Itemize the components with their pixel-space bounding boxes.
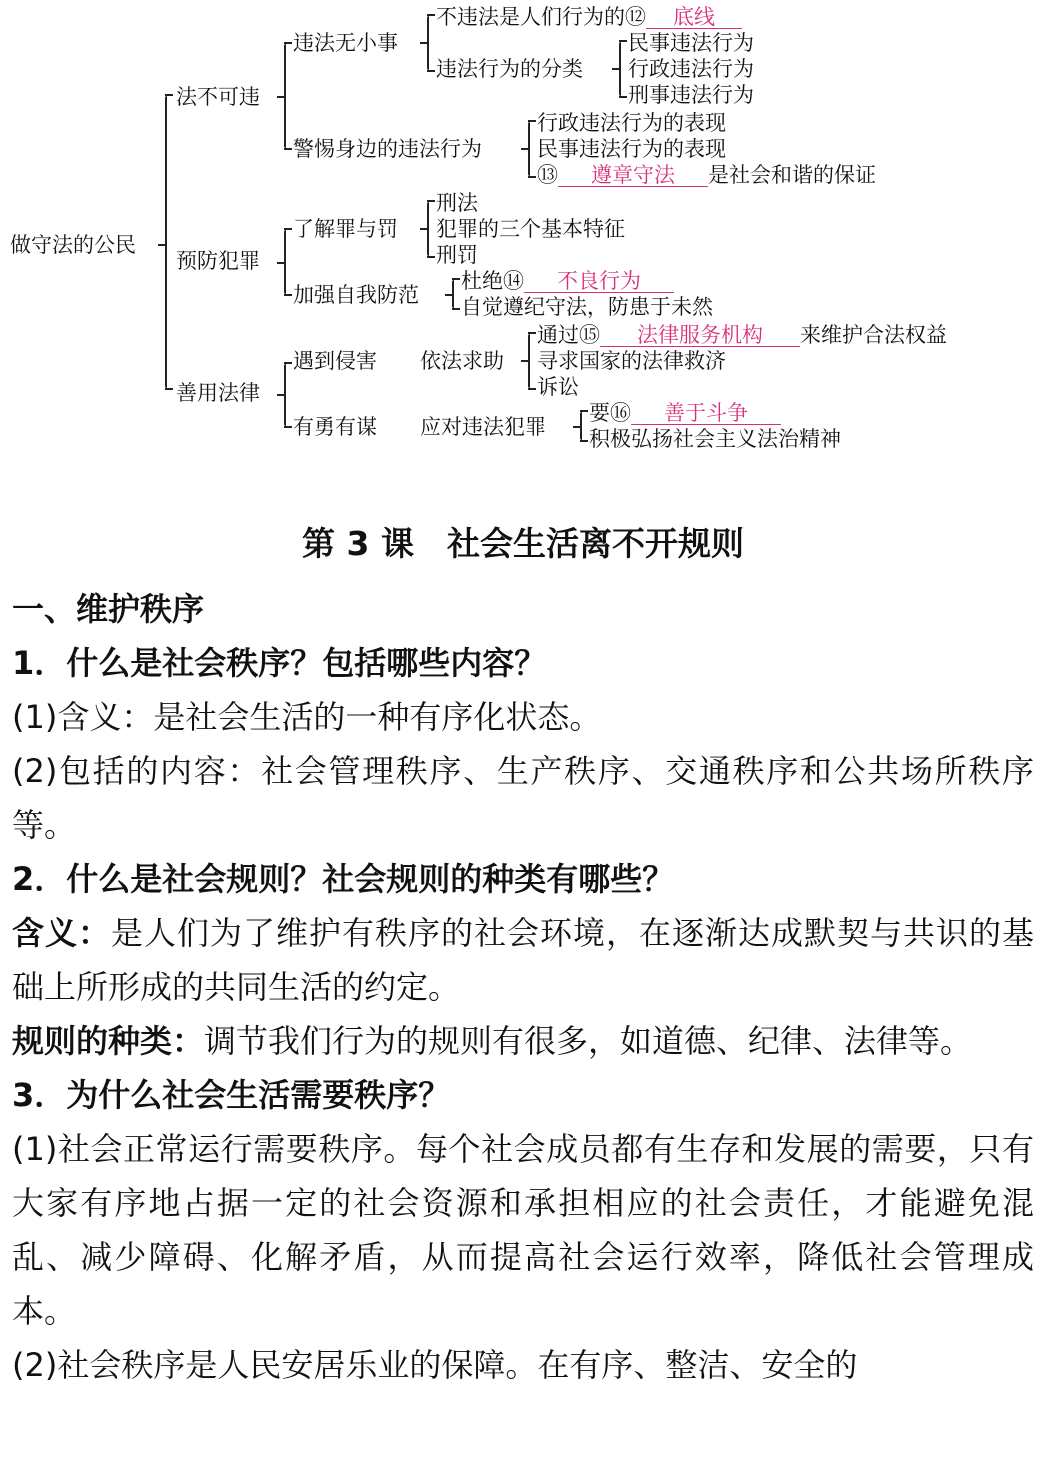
q1-answer-2: (2)包括的内容：社会管理秩序、生产秩序、交通秩序和公共场所秩序等。 (12, 752, 1034, 844)
answer-blank-16: 善于斗争 (631, 402, 781, 425)
node-yifaqiuzhu: 依法求助 (420, 349, 504, 373)
node-yingdui: 应对违法犯罪 (420, 415, 546, 439)
mind-map (0, 0, 1042, 470)
type-xingshi: 刑事违法行为 (628, 83, 754, 107)
node-susong: 诉讼 (537, 375, 579, 399)
node-fenlei: 违法行为的分类 (436, 57, 583, 81)
lesson-content (12, 520, 1034, 1392)
question-3: 3．为什么社会生活需要秩序？ (12, 1076, 451, 1114)
node-youyongyoumou: 有勇有谋 (293, 415, 377, 439)
q3-answer-1: (1)社会正常运行需要秩序。每个社会成员都有生存和发展的需要，只有大家有序地占据一定的社会资源和承担相应的社会责任，才能避免混乱、减少障碍、化解矛盾，从而提高社会运行效率，降低社会管理成本。 (12, 1130, 1034, 1330)
answer-blank-12: 底线 (646, 6, 742, 29)
node-tongguo: 通过⑮ 法律服务机构 来维护合法权益 (537, 323, 947, 347)
node-bottom-line: 不违法是人们行为的⑫ 底线 (436, 4, 742, 30)
node-zunzhang: ⑬ 遵章守法 是社会和谐的保证 (537, 163, 876, 187)
crime-xingfa2: 刑罚 (436, 243, 478, 267)
bracket-root (165, 96, 167, 388)
node-shanyongfalv: 善用法律 (176, 381, 260, 405)
q1-answer-1: (1)含义：是社会生活的一种有序化状态。 (12, 698, 602, 736)
question-1: 1．什么是社会秩序？包括哪些内容？ (12, 644, 547, 682)
root-node: 做守法的公民 (10, 233, 136, 257)
section-heading: 一、维护秩序 (12, 590, 205, 628)
node-zijue: 自觉遵纪守法，防患于未然 (461, 295, 713, 319)
q2-kinds: 规则的种类：调节我们行为的规则有很多，如道德、纪律、法律等。 (12, 1022, 973, 1060)
node-hongyang: 积极弘扬社会主义法治精神 (589, 427, 841, 451)
node-yufangfanzui: 预防犯罪 (176, 249, 260, 273)
q3-answer-2: (2)社会秩序是人民安居乐业的保障。在有序、整洁、安全的 (12, 1346, 858, 1384)
answer-blank-14: 不良行为 (524, 270, 674, 293)
node-zuiyufa: 了解罪与罚 (293, 217, 398, 241)
crime-features: 犯罪的三个基本特征 (436, 217, 625, 241)
question-2: 2．什么是社会规则？社会规则的种类有哪些？ (12, 860, 675, 898)
type-xingzheng: 行政违法行为 (628, 57, 754, 81)
q2-definition: 含义：是人们为了维护有秩序的社会环境，在逐渐达成默契与共识的基础上所形成的共同生活的约定。 (12, 914, 1034, 1006)
node-zaoyuqinhai: 遇到侵害 (293, 349, 377, 373)
beware-xingzheng: 行政违法行为的表现 (537, 111, 726, 135)
lesson-title: 第 3 课 社会生活离不开规则 (302, 524, 744, 563)
node-fabukewei: 法不可违 (176, 85, 260, 109)
type-minshi: 民事违法行为 (628, 31, 754, 55)
node-weifawuxiaoshi: 违法无小事 (293, 31, 398, 55)
beware-minshi: 民事违法行为的表现 (537, 137, 726, 161)
node-ziwofangfan: 加强自我防范 (293, 283, 419, 307)
crime-xingfa: 刑法 (436, 191, 478, 215)
node-jiuji: 寻求国家的法律救济 (537, 349, 726, 373)
answer-blank-15: 法律服务机构 (600, 324, 800, 347)
node-yao: 要⑯ 善于斗争 (589, 400, 781, 426)
node-jingti: 警惕身边的违法行为 (293, 137, 482, 161)
node-dujue: 杜绝⑭ 不良行为 (461, 268, 674, 294)
answer-blank-13: 遵章守法 (558, 164, 708, 187)
